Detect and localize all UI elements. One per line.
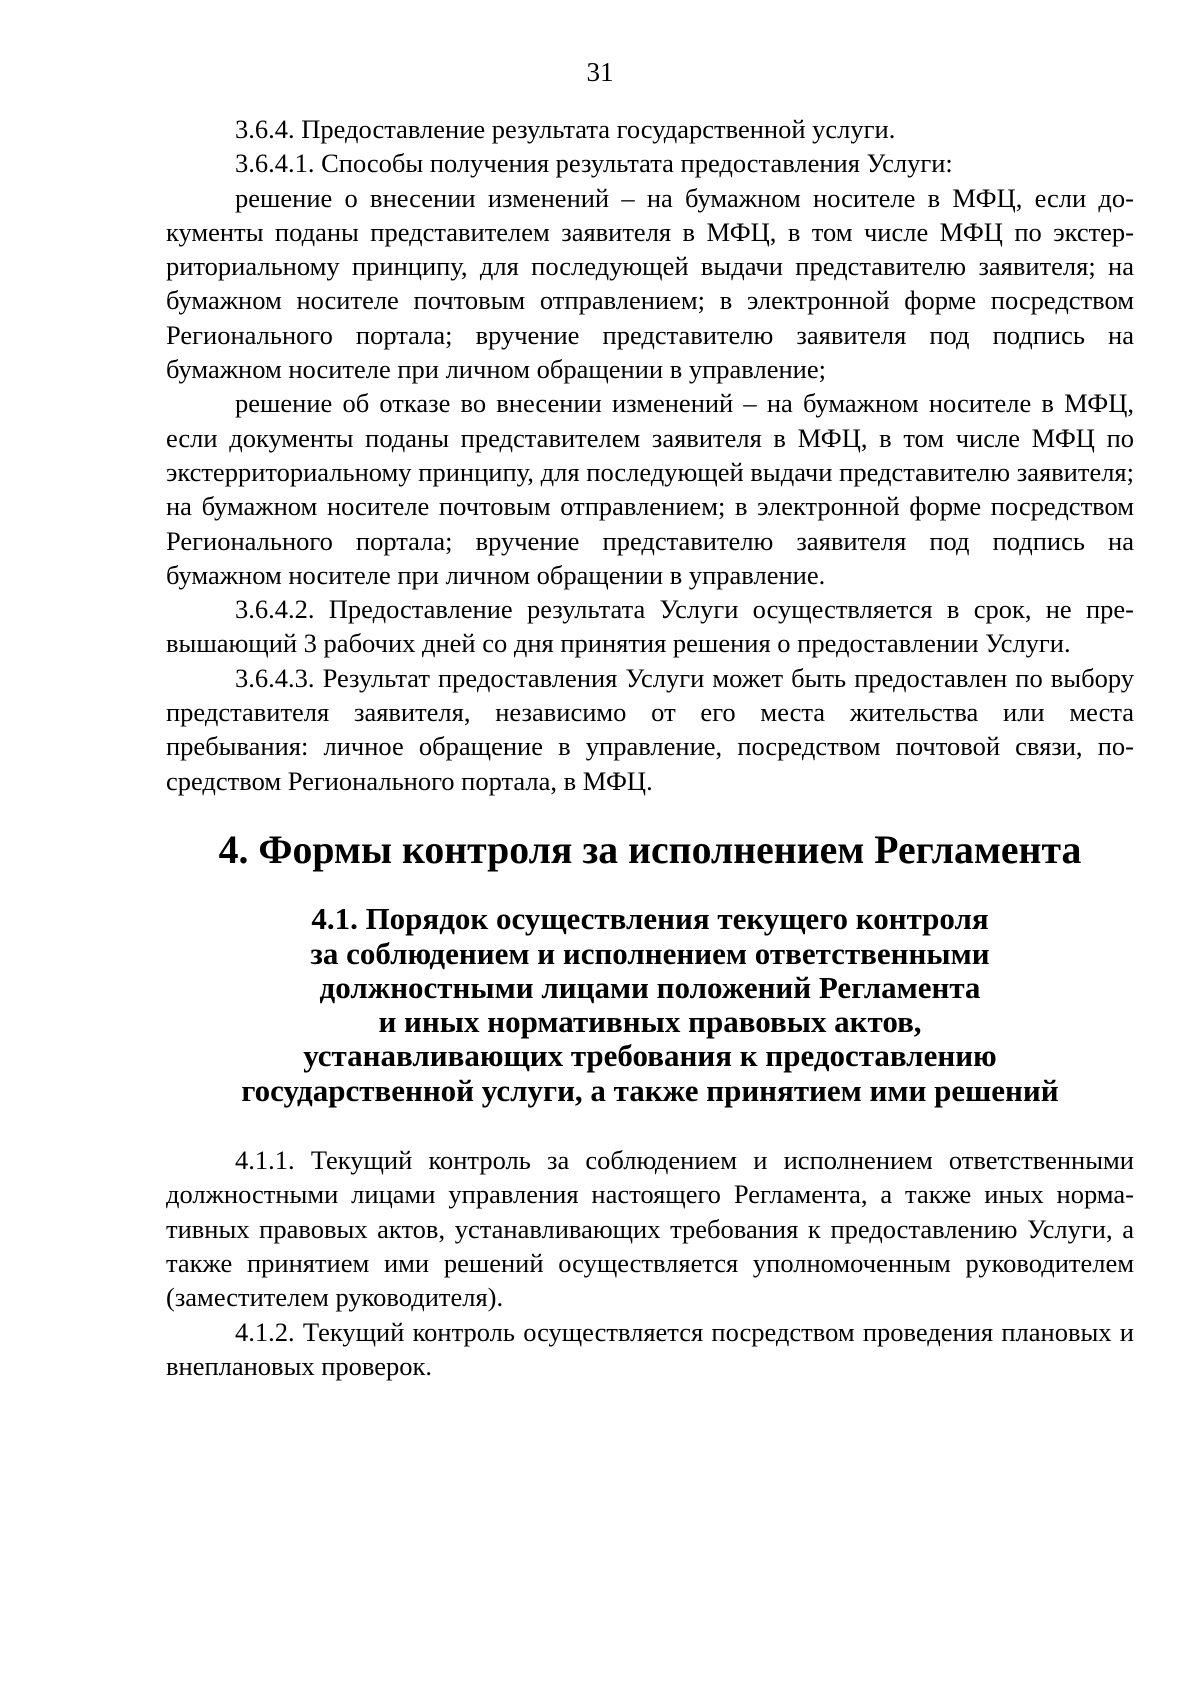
paragraph-4-1-2: 4.1.2. Текущий контроль осуществляется посредством проведения плановых и внеплановых проверок. xyxy=(166,1316,1134,1381)
section-4-1-heading-line: и иных нормативных правовых актов, xyxy=(378,1004,922,1040)
section-4-1-heading-line: 4.1. Порядок осуществления текущего контроля xyxy=(311,901,989,937)
paragraph-3-6-4-3: 3.6.4.3. Результат предоставления Услуги может быть предоставлен по выбору представителя заявителя, независимо от его места жительства или места пребывания: личное обращение в управление, посредством почтовой связи, посредством Регионального портала, в МФЦ. xyxy=(166,662,1134,796)
section-4-heading xyxy=(166,827,1134,872)
paragraph-decision-refusal: решение об отказе во внесении изменений – на бумажном носителе в МФЦ, если документы поданы представителем заявителя в МФЦ, в том числе МФЦ по экстерриториальному принципу, для последующей выдачи представителю заявителя; на бумажном носителе почтовым отправлением; в электронной форме посредством Регионального портала; вручение представителю заявителя под подпись на бумажном носителе при личном обращении в управление. xyxy=(166,388,1134,590)
page-number: 31 xyxy=(586,57,614,87)
section-4-1-heading-line: государственной услуги, а также принятием ими решений xyxy=(241,1072,1059,1108)
section-4-1-heading-line: устанавливающих требования к предоставлению xyxy=(303,1038,997,1074)
paragraph-3-6-4-1: 3.6.4.1. Способы получения результата предоставления Услуги: xyxy=(235,148,953,179)
section-4-1-heading-line: за соблюдением и исполнением ответственными xyxy=(310,935,990,971)
paragraph-3-6-4: 3.6.4. Предоставление результата государственной услуги. xyxy=(235,114,896,144)
paragraph-3-6-4-2: 3.6.4.2. Предоставление результата Услуги осуществляется в срок, не превышающий 3 рабочих дней со дня принятия решения о предоставлении Услуги. xyxy=(166,594,1134,659)
paragraph-4-1-1: 4.1.1. Текущий контроль за соблюдением и исполнением ответственными должностными лицами управления настоящего Регламента, а также иных нормативных правовых актов, устанавливающих требования к предоставлению Услуги, а также принятием ими решений осуществляется уполномоченным руководителем (заместителем руководителя). xyxy=(166,1145,1134,1313)
document-body xyxy=(166,112,1134,1383)
section-4-1-heading xyxy=(166,902,1134,1108)
section-4-1-heading-line: должностными лицами положений Регламента xyxy=(319,969,981,1005)
section-4-heading-text: 4. Формы контроля за исполнением Регламента xyxy=(218,827,1082,872)
paragraph-decision-changes: решение о внесении изменений – на бумажном носителе в МФЦ, если документы поданы представителем заявителя в МФЦ, в том числе МФЦ по экстерриториальному принципу, для последующей выдачи представителю заявителя; на бумажном носителе почтовым отправлением; в электронной форме посредством Регионального портала; вручение представителю заявителя под подпись на бумажном носителе при личном обращении в управление; xyxy=(166,182,1134,385)
